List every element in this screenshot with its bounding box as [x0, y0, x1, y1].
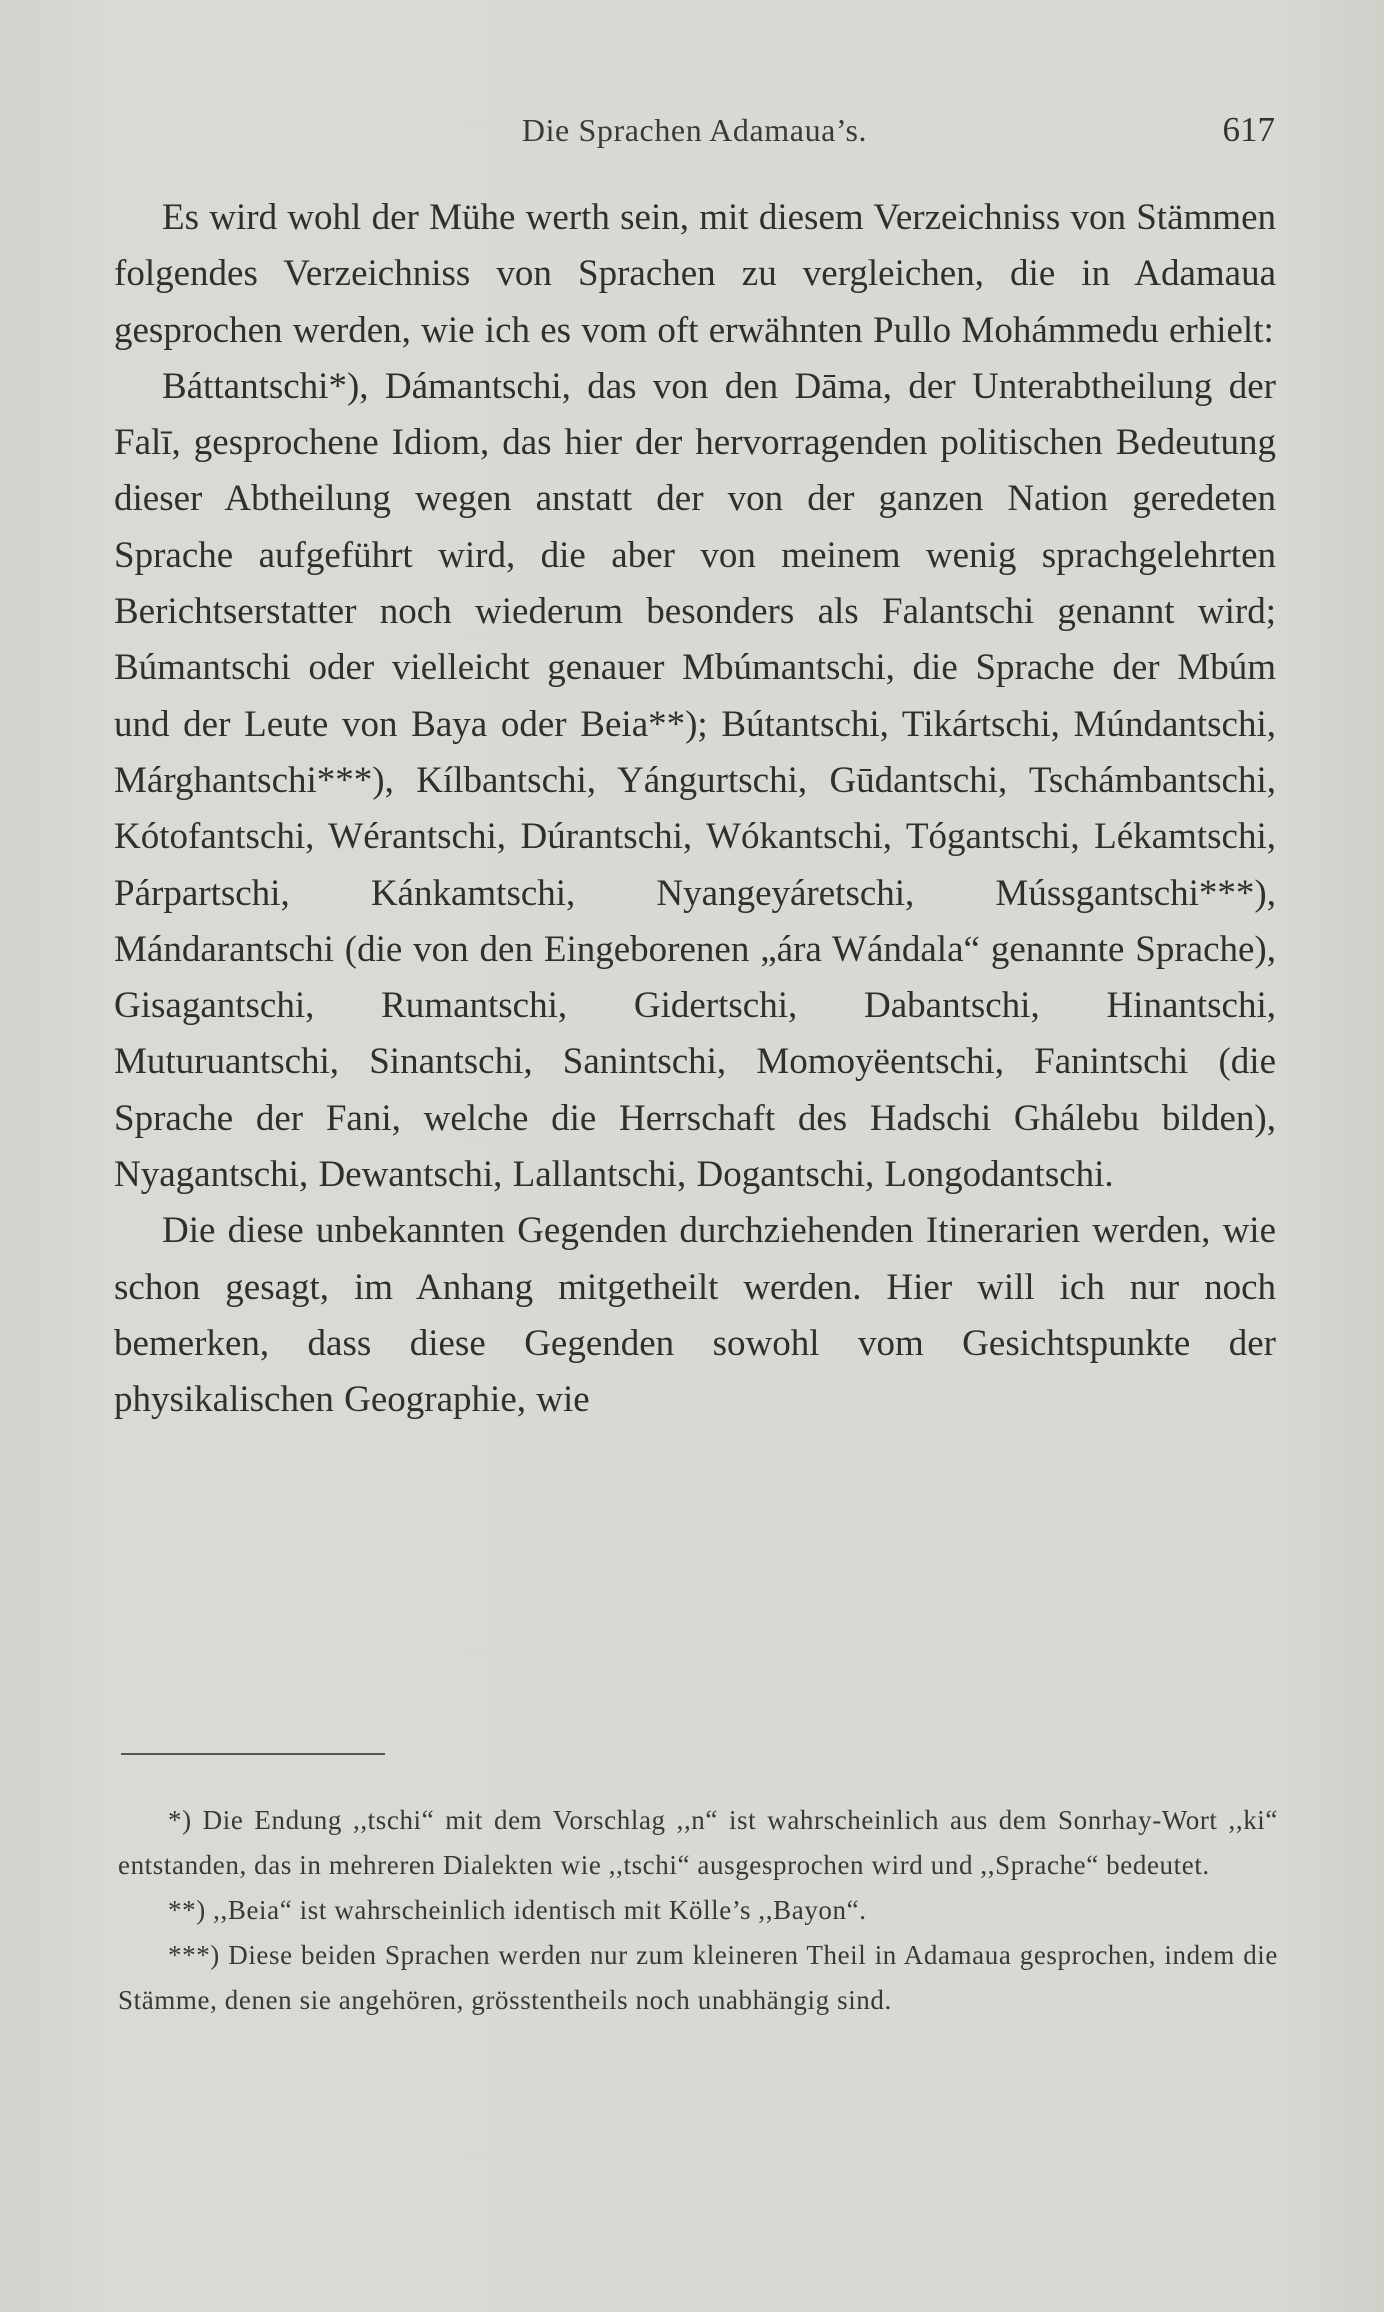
page-number: 617 [1222, 110, 1275, 149]
paragraph-language-list: Báttantschi*), Dámantschi, das von den Dāma, der Unterabtheilung der Falī, gesprochene Idiom, das hier der hervorragenden politischen Bedeutung dieser Abtheilung wegen anstatt der von der ganzen Nation geredeten Sprache aufgeführt wird, die aber von meinem wenig sprachgelehrten Berichtserstatter noch wiederum besonders als Falantschi genannt wird; Búmantschi oder vielleicht genauer Mbúmantschi, die Sprache der Mbúm und der Leute von Baya oder Beia**); Bútantschi, Tikártschi, Múndantschi, Márghantschi***), Kílbantschi, Yángurtschi, Gūdantschi, Tschámbantschi, Kótofantschi, Wérantschi, Dúrantschi, Wókantschi, Tógantschi, Lékamtschi, Párpartschi, Kánkamtschi, Nyangeyáretschi, Mússgantschi***), Mándarantschi (die von den Eingeborenen „ára Wándala“ genannte Sprache), Gisagantschi, Rumantschi, Gidertschi, Dabantschi, Hinantschi, Muturuantschi, Sinantschi, Sanintschi, Momoyëentschi, Fanintschi (die Sprache der Fani, welche die Herrschaft des Hadschi Ghálebu bilden), Nyagantschi, Dewantschi, Lallantschi, Dogantschi, Longodantschi. [114, 365, 1276, 1196]
footnote-3: ***) Diese beiden Sprachen werden nur zum kleineren Theil in Adamaua gesprochen, indem die Stämme, denen sie angehören, grösstentheils noch unabhängig sind. [118, 1940, 1278, 2015]
running-head [112, 112, 1277, 162]
paragraph-intro: Es wird wohl der Mühe werth sein, mit diesem Verzeichniss von Stämmen folgendes Verzeichniss von Sprachen zu vergleichen, die in Adamaua gesprochen werden, wie ich es vom oft erwähnten Pullo Mohámmedu erhielt: [114, 197, 1276, 351]
footnotes [118, 1798, 1278, 2023]
paragraph-itineraries: Die diese unbekannten Gegenden durchziehenden Itinerarien werden, wie schon gesagt, im Anhang mitgetheilt werden. Hier will ich nur noch bemerken, dass diese Gegenden sowohl vom Gesichtspunkte der physikalischen Geographie, wie [114, 1210, 1276, 1421]
running-title: Die Sprachen Adamaua’s. [521, 112, 868, 148]
footnote-rule [121, 1753, 385, 1755]
footnote-2: **) ,,Beia“ ist wahrscheinlich identisch mit Kölle’s ,,Bayon“. [168, 1895, 867, 1925]
main-text [114, 190, 1276, 1429]
footnote-1: *) Die Endung ,,tschi“ mit dem Vorschlag ,,n“ ist wahrscheinlich aus dem Sonrhay-Wort ,,ki“ entstanden, das in mehreren Dialekten wie ,,tschi“ ausgesprochen wird und ,,Sprache“ bedeutet. [118, 1805, 1278, 1880]
